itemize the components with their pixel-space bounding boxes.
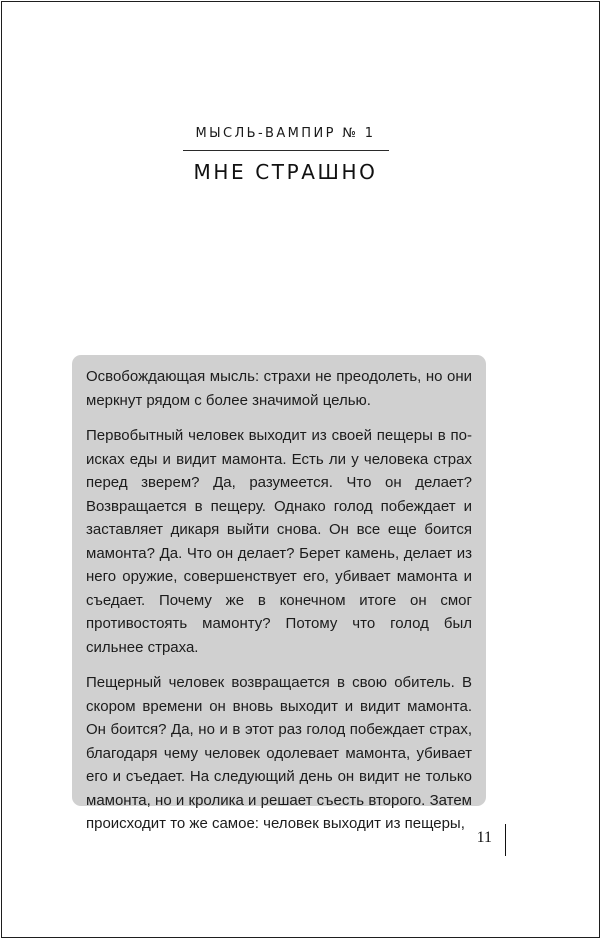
paragraph-second: Пещерный человек возвращается в свою обитель. В скором времени он вновь выходит и видит мамонта. Он боится? Да, но и в этот раз голод побеждает страх, благодаря чему человек одолевает мамонта, убивает его и съедает. На следующий день он видит не только мамонта, но и кролика и решает съесть второго. Затем происходит то же самое: человек выходит из пещеры, <box>86 674 472 832</box>
paragraph-intro: Освобождающая мысль: страхи не преодолеть, но они меркнут рядом с более значимой целью. <box>86 368 472 409</box>
paragraph-first: Первобытный человек выходит из своей пещеры в поисках еды и видит мамонта. Есть ли у человека страх перед зверем? Да, разумеется. Что он делает? Возвращается в пещеру. Однако голод побеждает и заставляет дикаря выйти снова. Он все еще боится мамонта? Да. Что он делает? Берет камень, делает из него оружие, совершенствует его, убивает мамонта и съедает. Почему же в конечном итоге он смог противостоять мамонту? Потому что голод был сильнее страха. <box>86 427 472 656</box>
page-number: 11 <box>476 829 492 846</box>
page-number-divider <box>505 824 506 856</box>
chapter-label: МЫСЛЬ-ВАМПИР № 1 <box>195 126 376 141</box>
chapter-rule <box>183 150 389 151</box>
highlight-text-box <box>72 355 486 832</box>
chapter-title: МНЕ СТРАШНО <box>193 160 378 184</box>
